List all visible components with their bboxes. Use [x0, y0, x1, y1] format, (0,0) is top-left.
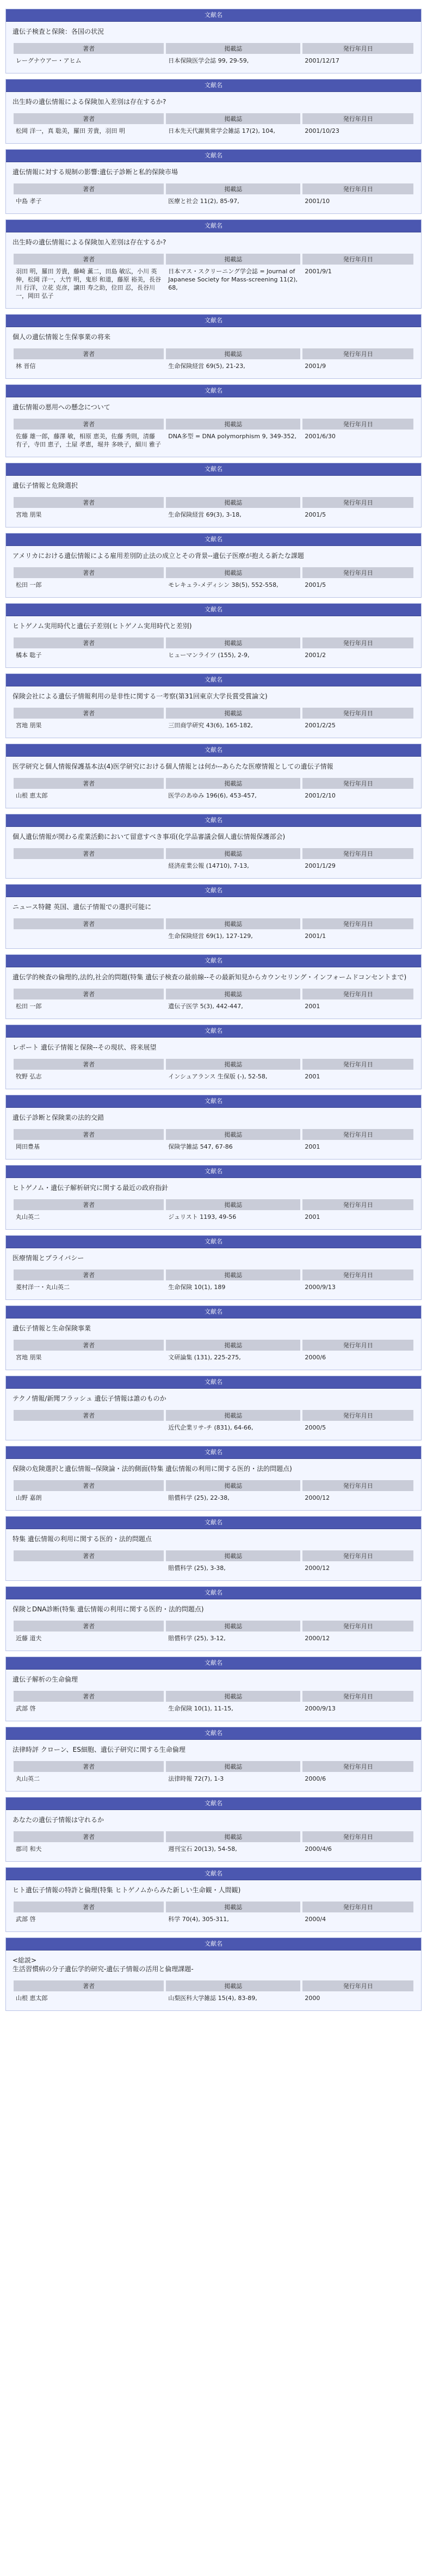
publication-cell: 山梨医科大学雑誌 15(4), 83-89,	[168, 1995, 257, 2002]
record-table	[11, 847, 416, 873]
record-title[interactable]: 遺伝子情報と生命保険事業	[13, 1324, 91, 1332]
bibliography-record	[5, 1937, 422, 2011]
date-cell: 2000/5	[305, 1424, 326, 1431]
author-cell: 山根 恵太郎	[16, 1995, 48, 2002]
date-cell: 2001	[305, 1213, 320, 1220]
publication-column-header: 掲載誌	[166, 848, 300, 859]
publication-column-header: 掲載誌	[166, 1410, 300, 1421]
date-column-header: 発行年月日	[302, 348, 413, 359]
record-title[interactable]: 出生時の遺伝情報による保険加入差別は存在するか?	[13, 238, 166, 246]
date-cell: 2000/6	[305, 1354, 326, 1361]
bibliography-record	[5, 1165, 422, 1230]
bibliography-record	[5, 603, 422, 668]
record-table	[11, 182, 416, 208]
record-title[interactable]: ヒト遺伝子情報の特許と倫理(特集 ヒトゲノムからみた新しい生命観・人間観)	[13, 1886, 241, 1894]
bibliography-record	[5, 1095, 422, 1160]
bibliography-record	[5, 744, 422, 808]
record-table	[11, 1198, 416, 1224]
bibliography-record	[5, 79, 422, 144]
date-cell: 2000/4/6	[305, 1845, 332, 1853]
date-cell: 2001/5	[305, 581, 326, 588]
record-title[interactable]: アメリカにおける遺伝情報による雇用差別防止法の成立とその背景--遺伝子医療が抱える新たな課題	[13, 552, 304, 560]
date-column-header: 発行年月日	[302, 113, 413, 124]
author-cell: 武部 啓	[16, 1916, 36, 1923]
publication-column-header: 掲載誌	[166, 989, 300, 999]
author-cell: 菱村洋一・丸山英二	[16, 1284, 70, 1291]
author-cell: 近藤 道夫	[16, 1635, 42, 1642]
record-title[interactable]: 医学研究と個人情報保護基本法(4)医学研究における個人情報とは何か--あらたな医療情報としての遺伝子情報	[13, 763, 333, 770]
author-cell: 牧野 弘志	[16, 1073, 42, 1080]
date-cell: 2001/2	[305, 652, 326, 659]
record-header: 文献名	[6, 150, 421, 162]
bibliography-record	[5, 1867, 422, 1932]
author-cell: 橘本 聡子	[16, 652, 42, 659]
author-cell: 松田 一郎	[16, 1003, 42, 1010]
record-table	[11, 917, 416, 943]
author-column-header: 著者	[14, 497, 164, 508]
record-title[interactable]: 遺伝子診断と保険業の法的交錯	[13, 1114, 104, 1121]
date-column-header: 発行年月日	[302, 1059, 413, 1070]
date-cell: 2001/10/23	[305, 127, 339, 134]
date-cell: 2001/10	[305, 198, 330, 205]
record-title[interactable]: 遺伝情報に対する規制の影響:遺伝子診断と私的保険市場	[13, 168, 178, 176]
date-column-header: 発行年月日	[302, 419, 413, 430]
record-table	[11, 566, 416, 592]
date-column-header: 発行年月日	[302, 1199, 413, 1210]
author-cell	[14, 1563, 164, 1573]
record-table	[11, 706, 416, 732]
author-column-header: 著者	[14, 254, 164, 265]
publication-cell: 賠償科学 (25), 22-38,	[168, 1494, 230, 1501]
author-column-header: 著者	[14, 1621, 164, 1632]
publication-column-header: 掲載誌	[166, 419, 300, 430]
date-column-header: 発行年月日	[302, 848, 413, 859]
publication-column-header: 掲載誌	[166, 1199, 300, 1210]
record-header: 文献名	[6, 885, 421, 897]
author-column-header: 著者	[14, 1059, 164, 1070]
author-column-header: 著者	[14, 1550, 164, 1561]
bibliography-record	[5, 1305, 422, 1370]
bibliography-record	[5, 1025, 422, 1089]
record-header: 文献名	[6, 385, 421, 397]
record-header: 文献名	[6, 1166, 421, 1178]
record-title[interactable]: 個人の遺伝情報と生保事業の将来	[13, 333, 111, 341]
record-header: 文献名	[6, 463, 421, 476]
record-title[interactable]: 法律時評 クローン、ES細胞、遺伝子研究に関する生命倫理	[13, 1746, 185, 1753]
date-column-header: 発行年月日	[302, 1621, 413, 1632]
bibliography-record	[5, 1376, 422, 1440]
record-table	[11, 112, 416, 138]
author-column-header: 著者	[14, 1831, 164, 1842]
publication-column-header: 掲載誌	[166, 637, 300, 648]
record-title[interactable]: 遺伝子解析の生命倫理	[13, 1676, 78, 1683]
bibliography-record	[5, 463, 422, 528]
date-column-header: 発行年月日	[302, 1269, 413, 1280]
bibliography-record	[5, 1657, 422, 1721]
bibliography-record	[5, 384, 422, 457]
publication-column-header: 掲載誌	[166, 1059, 300, 1070]
author-column-header: 著者	[14, 1129, 164, 1140]
author-cell	[14, 861, 164, 871]
record-header: 文献名	[6, 604, 421, 616]
author-cell: 郡司 和夫	[16, 1845, 42, 1853]
publication-column-header: 掲載誌	[166, 1980, 300, 1991]
publication-cell: 保険学雑誌 547, 67-86	[168, 1143, 233, 1150]
record-title[interactable]: 保険とDNA診断(特集 遺伝情報の利用に関する医的・法的問題点)	[13, 1605, 204, 1613]
publication-cell: 日本マス・スクリーニング学会誌 = Journal of Japanese Society for Mass-screening 11(2), 68,	[168, 268, 298, 291]
publication-cell: 医療と社会 11(2), 85-97,	[168, 198, 239, 205]
publication-column-header: 掲載誌	[166, 183, 300, 194]
publication-cell: 生命保険経営 69(5), 21-23,	[168, 363, 245, 370]
record-title[interactable]: テクノ情報/新聞フラッシュ 遺伝子情報は誰のものか	[13, 1395, 166, 1402]
record-header: 文献名	[6, 1517, 421, 1529]
publication-cell: 賠償科学 (25), 3-38,	[168, 1565, 226, 1572]
publication-column-header: 掲載誌	[166, 254, 300, 265]
publication-cell: 日本保険医学会誌 99, 29-59,	[168, 57, 249, 64]
date-column-header: 発行年月日	[302, 43, 413, 54]
author-cell: 武部 啓	[16, 1705, 36, 1712]
record-title[interactable]: ヒトゲノム・遺伝子解析研究に関する最近の政府指針	[13, 1184, 169, 1192]
record-header: 文献名	[6, 1095, 421, 1108]
bibliography-record	[5, 1727, 422, 1792]
date-column-header: 発行年月日	[302, 1761, 413, 1772]
record-header: 文献名	[6, 814, 421, 827]
author-cell	[14, 931, 164, 941]
author-cell: 丸山英二	[16, 1775, 40, 1782]
author-cell: 宮地 朋果	[16, 1354, 42, 1361]
publication-column-header: 掲載誌	[166, 1269, 300, 1280]
record-table	[11, 1830, 416, 1856]
date-column-header: 発行年月日	[302, 567, 413, 578]
author-cell: 山根 恵太郎	[16, 792, 48, 799]
date-cell: 2000/12	[305, 1565, 330, 1572]
date-cell: 2000/4	[305, 1916, 326, 1923]
author-cell: 宮地 朋果	[16, 722, 42, 729]
author-cell: 松岡 洋一，真 聡美，羅田 芳貴，羽田 明	[16, 127, 125, 134]
bibliography-record	[5, 149, 422, 214]
date-cell: 2001	[305, 1143, 320, 1150]
record-header: 文献名	[6, 1798, 421, 1810]
date-column-header: 発行年月日	[302, 1410, 413, 1421]
bibliography-record	[5, 1235, 422, 1300]
date-cell: 2001	[305, 1073, 320, 1080]
record-header: 文献名	[6, 1446, 421, 1459]
date-column-header: 発行年月日	[302, 1980, 413, 1991]
publication-cell: ジュリスト 1193, 49-56	[168, 1213, 237, 1220]
record-header: 文献名	[6, 1025, 421, 1038]
author-column-header: 著者	[14, 1691, 164, 1702]
author-column-header: 著者	[14, 1480, 164, 1491]
publication-column-header: 掲載誌	[166, 1340, 300, 1351]
publication-cell: 文研論集 (131), 225-275,	[168, 1354, 241, 1361]
record-table	[11, 1057, 416, 1083]
date-column-header: 発行年月日	[302, 254, 413, 265]
date-cell: 2001/1	[305, 933, 326, 940]
author-column-header: 著者	[14, 419, 164, 430]
author-column-header: 著者	[14, 1761, 164, 1772]
publication-column-header: 掲載誌	[166, 1129, 300, 1140]
publication-cell: 週刊宝石 20(13), 54-58,	[168, 1845, 237, 1853]
publication-cell: 遺伝子医学 5(3), 442-447,	[168, 1003, 243, 1010]
record-table	[11, 1268, 416, 1294]
record-title[interactable]: ニュース特鍵 英国、遺伝子情報での選択可能に	[13, 903, 152, 911]
date-column-header: 発行年月日	[302, 1340, 413, 1351]
publication-column-header: 掲載誌	[166, 497, 300, 508]
date-column-header: 発行年月日	[302, 918, 413, 929]
record-header: 文献名	[6, 955, 421, 967]
date-column-header: 発行年月日	[302, 183, 413, 194]
author-cell: 佐藤 雄一郎，藤澤 敏，相原 恵美，佐藤 秀則，清藤 有子，寺田 恵子，土屋 孝恵，堀井 多映子，細川 雅子	[16, 433, 161, 448]
date-column-header: 発行年月日	[302, 637, 413, 648]
record-table	[11, 987, 416, 1013]
record-table	[11, 41, 416, 68]
author-column-header: 著者	[14, 1980, 164, 1991]
author-cell: 羽田 明，羅田 芳貴，藤崎 薫二，田島 敏広，小川 英伸，松岡 洋一，大竹 明，鬼形 和道，藤原 裕美，長谷川 行洋，立花 克彦，譲田 寿之助，位田 忍，長谷川 一，岡田 弘子	[16, 268, 161, 299]
bibliography-record	[5, 673, 422, 738]
publication-cell: 科学 70(4), 305-311,	[168, 1916, 229, 1923]
author-cell: 山野 嘉朗	[16, 1494, 42, 1501]
author-column-header: 著者	[14, 778, 164, 789]
date-column-header: 発行年月日	[302, 1831, 413, 1842]
author-column-header: 著者	[14, 1902, 164, 1912]
record-table	[11, 1900, 416, 1926]
record-title[interactable]: 保険の危険選択と遺伝情報--保険論・法的側面(特集 遺伝情報の利用に関する医的・法的問題点)	[13, 1465, 292, 1473]
record-header: 文献名	[6, 1587, 421, 1599]
publication-cell: 経済産業公報 (14710), 7-13,	[168, 862, 249, 869]
author-column-header: 著者	[14, 1340, 164, 1351]
record-table	[11, 1759, 416, 1786]
bibliography-record	[5, 1516, 422, 1581]
publication-cell: 法律時報 72(7), 1-3	[168, 1775, 224, 1782]
bibliography-record	[5, 1446, 422, 1511]
date-cell: 2001/1/29	[305, 862, 336, 869]
date-cell: 2001/12/17	[305, 57, 339, 64]
bibliography-record	[5, 9, 422, 73]
date-column-header: 発行年月日	[302, 497, 413, 508]
publication-cell: インシュアランス 生保版 (-), 52-58,	[168, 1073, 268, 1080]
publication-cell: モレキュラ-メディシン 38(5), 552-558,	[168, 581, 279, 588]
publication-column-header: 掲載誌	[166, 918, 300, 929]
date-column-header: 発行年月日	[302, 1550, 413, 1561]
author-cell	[14, 1422, 164, 1433]
publication-cell: 医学のあゆみ 196(6), 453-457,	[168, 792, 257, 799]
date-cell: 2001/2/25	[305, 722, 336, 729]
record-title[interactable]: 医療情報とプライバシー	[13, 1254, 84, 1262]
publication-column-header: 掲載誌	[166, 1691, 300, 1702]
bibliography-record	[5, 314, 422, 379]
record-header: 文献名	[6, 533, 421, 546]
record-header: 文献名	[6, 1376, 421, 1389]
record-header: 文献名	[6, 220, 421, 232]
record-title[interactable]: 遺伝子情報と危険選択	[13, 482, 78, 489]
record-title[interactable]: 遺伝学的検査の倫理的,法的,社会的問題(特集 遺伝子検査の最前線--その最新知見からカウンセリング・インフォームドコンセントまで)	[13, 973, 407, 981]
publication-column-header: 掲載誌	[166, 113, 300, 124]
date-column-header: 発行年月日	[302, 1902, 413, 1912]
author-cell: 岡田豊基	[16, 1143, 40, 1150]
publication-cell: 近代企業リサ-チ (831), 64-66,	[168, 1424, 253, 1431]
record-table	[11, 1127, 416, 1154]
record-header: 文献名	[6, 315, 421, 327]
date-cell: 2000/12	[305, 1635, 330, 1642]
publication-cell: ヒューマンライツ (155), 2-9,	[168, 652, 250, 659]
bibliography-record	[5, 1797, 422, 1862]
publication-column-header: 掲載誌	[166, 708, 300, 719]
record-header: 文献名	[6, 1306, 421, 1318]
bibliography-record	[5, 814, 422, 879]
author-column-header: 著者	[14, 1410, 164, 1421]
author-column-header: 著者	[14, 848, 164, 859]
date-column-header: 発行年月日	[302, 989, 413, 999]
publication-cell: DNA多型 = DNA polymorphism 9, 349-352,	[168, 433, 297, 440]
author-column-header: 著者	[14, 113, 164, 124]
publication-column-header: 掲載誌	[166, 1550, 300, 1561]
author-cell: 松田 一郎	[16, 581, 42, 588]
date-cell: 2000	[305, 1995, 320, 2002]
date-cell: 2001/2/10	[305, 792, 336, 799]
author-cell: 宮地 朋果	[16, 511, 42, 518]
publication-cell: 賠償科学 (25), 3-12,	[168, 1635, 226, 1642]
record-header: 文献名	[6, 1657, 421, 1670]
bibliography-record	[5, 954, 422, 1019]
publication-column-header: 掲載誌	[166, 1902, 300, 1912]
record-header: 文献名	[6, 674, 421, 686]
publication-column-header: 掲載誌	[166, 1621, 300, 1632]
record-header: 文献名	[6, 744, 421, 757]
record-table	[11, 1549, 416, 1575]
publication-cell: 三田商学研究 43(6), 165-182,	[168, 722, 253, 729]
publication-column-header: 掲載誌	[166, 43, 300, 54]
author-cell: レーグナウアー・アヒム	[16, 57, 82, 64]
date-cell: 2001/9	[305, 363, 326, 370]
record-table	[11, 347, 416, 373]
record-table	[11, 252, 416, 303]
publication-cell: 日本先天代謝異常学会雑誌 17(2), 104,	[168, 127, 275, 134]
date-cell: 2001/9/1	[305, 268, 332, 275]
record-title[interactable]: 保険会社による遺伝子情報利用の是非性に関する一考察(第31回東京大学長賞受賞論文)	[13, 692, 268, 700]
date-cell: 2001	[305, 1003, 320, 1010]
record-table	[11, 1979, 416, 2005]
date-cell: 2000/9/13	[305, 1705, 336, 1712]
author-cell: 林 晋信	[16, 363, 36, 370]
record-header: 文献名	[6, 1727, 421, 1740]
bibliography-record	[5, 533, 422, 598]
record-title[interactable]: あなたの遺伝子情報は守れるか	[13, 1816, 104, 1824]
record-table	[11, 417, 416, 451]
publication-column-header: 掲載誌	[166, 1480, 300, 1491]
date-column-header: 発行年月日	[302, 708, 413, 719]
date-cell: 2001/6/30	[305, 433, 336, 440]
author-column-header: 著者	[14, 918, 164, 929]
publication-column-header: 掲載誌	[166, 778, 300, 789]
record-table	[11, 495, 416, 522]
date-cell: 2000/6	[305, 1775, 326, 1782]
record-table	[11, 1689, 416, 1715]
publication-cell: 生命保険 10(1), 11-15,	[168, 1705, 233, 1712]
bibliography-record	[5, 219, 422, 309]
record-title[interactable]: レポート 遺伝子情報と保険--その現状、将来展望	[13, 1044, 157, 1051]
date-cell: 2000/12	[305, 1494, 330, 1501]
publication-cell: 生命保険経営 69(3), 3-18,	[168, 511, 242, 518]
publication-column-header: 掲載誌	[166, 1761, 300, 1772]
publication-column-header: 掲載誌	[166, 1831, 300, 1842]
date-cell: 2001/5	[305, 511, 326, 518]
publication-cell: 生命保険 10(1), 189	[168, 1284, 226, 1291]
bibliography-record	[5, 1586, 422, 1651]
author-cell: 丸山英二	[16, 1213, 40, 1220]
record-table	[11, 1338, 416, 1364]
record-title[interactable]: 特集 遺伝情報の利用に関する医的・法的問題点	[13, 1535, 152, 1543]
date-column-header: 発行年月日	[302, 778, 413, 789]
author-column-header: 著者	[14, 348, 164, 359]
record-table	[11, 1619, 416, 1645]
date-cell: 2000/9/13	[305, 1284, 336, 1291]
author-column-header: 著者	[14, 1269, 164, 1280]
author-column-header: 著者	[14, 637, 164, 648]
record-header: 文献名	[6, 1868, 421, 1880]
record-header: 文献名	[6, 79, 421, 92]
date-column-header: 発行年月日	[302, 1129, 413, 1140]
author-column-header: 著者	[14, 43, 164, 54]
record-title[interactable]: 遺伝情報の悪用への懸念について	[13, 403, 110, 411]
record-title[interactable]: 出生時の遺伝情報による保険加入差別は存在するか?	[13, 98, 166, 106]
publication-column-header: 掲載誌	[166, 567, 300, 578]
record-header: 文献名	[6, 1938, 421, 1951]
record-table	[11, 1408, 416, 1434]
publication-column-header: 掲載誌	[166, 348, 300, 359]
record-header: 文献名	[6, 1236, 421, 1248]
author-column-header: 著者	[14, 1199, 164, 1210]
record-header: 文献名	[6, 9, 421, 22]
record-title[interactable]: 遺伝子検査と保険：各国の状況	[13, 28, 104, 35]
date-column-header: 発行年月日	[302, 1480, 413, 1491]
publication-cell: 生命保険経営 69(1), 127-129,	[168, 933, 253, 940]
author-column-header: 著者	[14, 183, 164, 194]
record-table	[11, 1479, 416, 1505]
record-table	[11, 776, 416, 802]
record-title[interactable]: 個人遺伝情報が関わる産業活動において留意すべき事項(化学品審議会個人遺伝情報保護部会)	[13, 833, 286, 841]
bibliography-record	[5, 884, 422, 949]
record-table	[11, 636, 416, 662]
author-column-header: 著者	[14, 567, 164, 578]
date-column-header: 発行年月日	[302, 1691, 413, 1702]
author-column-header: 著者	[14, 708, 164, 719]
author-column-header: 著者	[14, 989, 164, 999]
record-title[interactable]: ヒトゲノム実用時代と遺伝子差別(ヒトゲノム実用時代と差別)	[13, 622, 192, 630]
record-title[interactable]: <総説> 生活習慣病の分子遺伝学的研究-遺伝子情報の活用と倫理課題-	[13, 1956, 194, 1973]
author-cell: 中島 孝子	[16, 198, 42, 205]
